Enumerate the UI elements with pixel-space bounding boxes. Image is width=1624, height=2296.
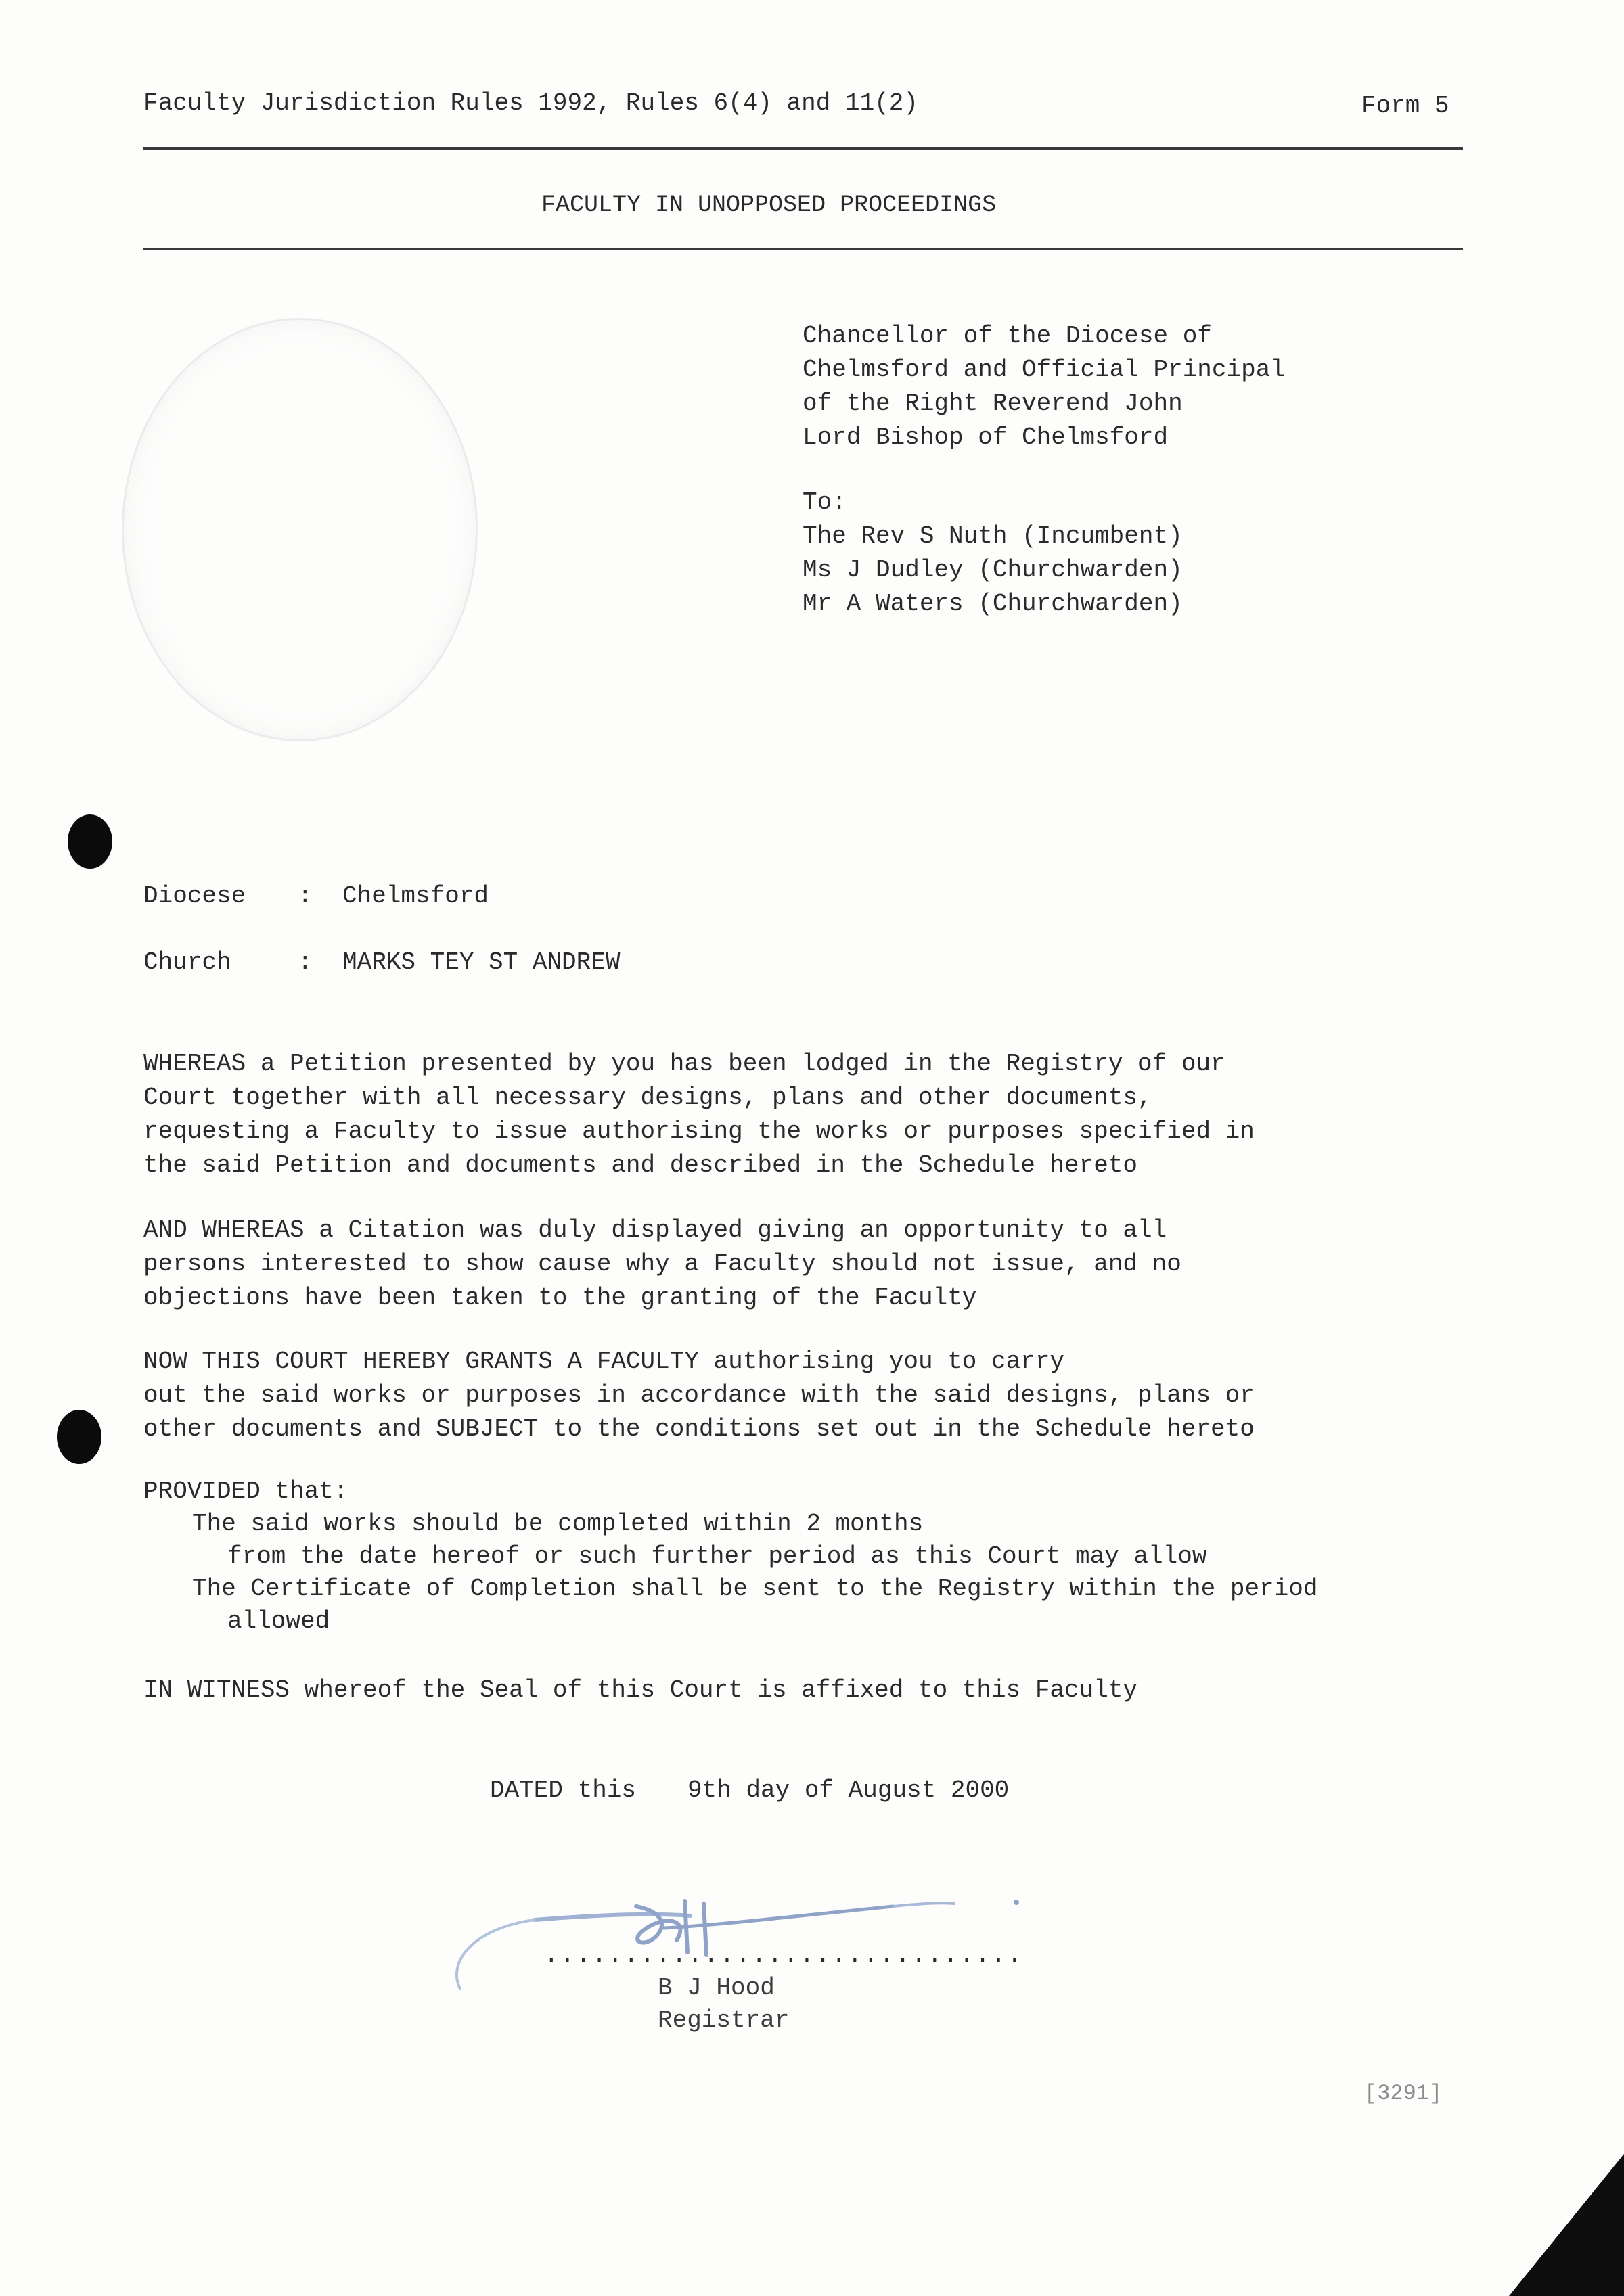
- paragraph-line: Court together with all necessary designs, plans and other documents,: [143, 1084, 1152, 1111]
- whereas-citation-paragraph: [143, 1214, 1181, 1315]
- embossed-seal-mark: [122, 318, 478, 741]
- scan-corner-shadow: [1509, 2154, 1624, 2296]
- diocese-separator: :: [298, 882, 313, 910]
- header-bottom-rule: [143, 248, 1463, 250]
- condition-certificate-line-1: The Certificate of Completion shall be sent to the Registry within the period: [192, 1575, 1318, 1603]
- issuer-line: Lord Bishop of Chelmsford: [803, 423, 1169, 451]
- paragraph-line: persons interested to show cause why a Faculty should not issue, and no: [143, 1250, 1181, 1278]
- punch-hole-top: [68, 814, 112, 869]
- document-reference-number: [3291]: [1364, 2081, 1443, 2106]
- paragraph-line: NOW THIS COURT HEREBY GRANTS A FACULTY authorising you to carry: [143, 1348, 1065, 1375]
- paragraph-line: objections have been taken to the granting of the Faculty: [143, 1284, 977, 1312]
- diocese-label: Diocese: [143, 882, 246, 910]
- registrar-name: B J Hood: [658, 1974, 775, 2002]
- church-label: Church: [143, 948, 231, 976]
- paragraph-line: WHEREAS a Petition presented by you has been lodged in the Registry of our: [143, 1050, 1225, 1078]
- dated-date: 9th day of August 2000: [687, 1776, 1010, 1804]
- addressee-line: Mr A Waters (Churchwarden): [803, 590, 1183, 618]
- signature-dotted-line: ..............................: [544, 1942, 1024, 1969]
- issuer-block: [803, 319, 1285, 455]
- church-value: MARKS TEY ST ANDREW: [342, 948, 621, 976]
- paragraph-line: out the said works or purposes in accordance with the said designs, plans or: [143, 1381, 1255, 1409]
- dated-prefix: DATED this: [490, 1776, 637, 1804]
- witness-clause: IN WITNESS whereof the Seal of this Court is affixed to this Faculty: [143, 1676, 1138, 1704]
- rules-reference: Faculty Jurisdiction Rules 1992, Rules 6(4) and 11(2): [143, 89, 918, 117]
- paragraph-line: the said Petition and documents and described in the Schedule hereto: [143, 1151, 1138, 1179]
- church-separator: :: [298, 948, 313, 976]
- condition-certificate-line-2: allowed: [227, 1607, 330, 1635]
- registrar-title: Registrar: [658, 2006, 790, 2034]
- paragraph-line: AND WHEREAS a Citation was duly displayed giving an opportunity to all: [143, 1216, 1167, 1244]
- issuer-line: of the Right Reverend John: [803, 390, 1183, 417]
- whereas-petition-paragraph: [143, 1047, 1255, 1183]
- issuer-line: Chelmsford and Official Principal: [803, 356, 1285, 384]
- form-number: Form 5: [1361, 92, 1449, 120]
- paragraph-line: requesting a Faculty to issue authorising the works or purposes specified in: [143, 1118, 1255, 1145]
- grant-paragraph: [143, 1345, 1255, 1446]
- condition-completion-line-2: from the date hereof or such further period as this Court may allow: [227, 1542, 1207, 1570]
- addressee-line: The Rev S Nuth (Incumbent): [803, 522, 1183, 550]
- header-top-rule: [143, 147, 1463, 150]
- to-label: To:: [803, 488, 847, 516]
- condition-completion-line-1: The said works should be completed within 2 months: [192, 1510, 924, 1538]
- addressee-block: [803, 486, 1183, 621]
- addressee-line: Ms J Dudley (Churchwarden): [803, 556, 1183, 584]
- paragraph-line: other documents and SUBJECT to the conditions set out in the Schedule hereto: [143, 1415, 1255, 1443]
- document-title: FACULTY IN UNOPPOSED PROCEEDINGS: [541, 191, 997, 219]
- provided-label: PROVIDED that:: [143, 1477, 348, 1505]
- issuer-line: Chancellor of the Diocese of: [803, 322, 1212, 350]
- diocese-value: Chelmsford: [342, 882, 489, 910]
- punch-hole-bottom: [57, 1410, 102, 1464]
